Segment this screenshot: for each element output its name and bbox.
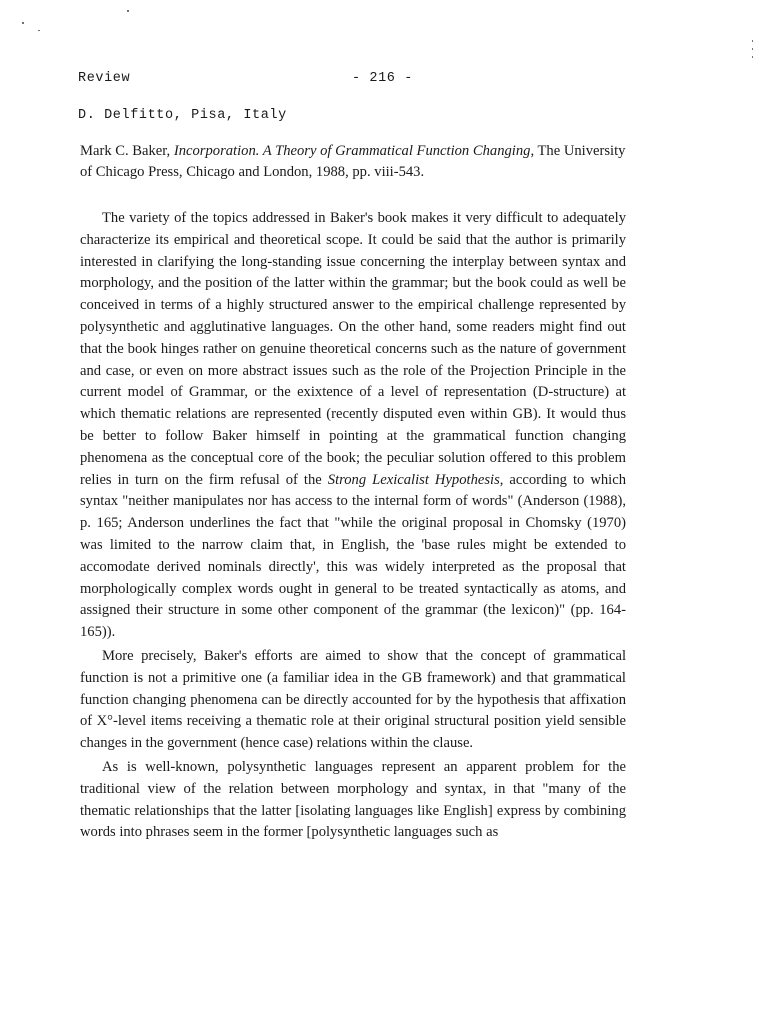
paragraph-1-emphasis: Strong Lexicalist Hypothesis [327,471,500,488]
paragraph-2: More precisely, Baker's efforts are aimed to show that the concept of grammatical function is not a primitive one (a familiar idea in the GB framework) and that grammatical function changing phenomena can be directly accounted for by the hypothesis that affixation of X°-level items receiving a thematic role at their original structural position yield sensible changes in the government (hence case) relations within the clause. [80,647,626,752]
citation-title: Incorporation. A Theory of Grammatical Function Changing [173,143,531,159]
book-citation [80,141,635,183]
scan-speck [22,22,24,24]
review-author: D. Delfitto, Pisa, Italy [78,108,287,123]
page-number: - 216 - [352,71,413,86]
review-body [80,208,626,844]
scan-speck [752,56,753,58]
paragraph-1-text-b: , according to which syntax "neither manipulates nor has access to the internal form of words" (Anderson (1988), p. 165; Anderson underlines the fact that "while the original proposal in Chomsky (1970) was limited to the narrow claim that, in English, the 'base rules might be extended to accomodate derived nominals directly', this was widely interpreted as the proposal that morphologically complex words ought in general to be treated syntactically as atoms, and assigned their structure in some other component of the grammar (the lexicon)" (pp. 164-165)). [80,471,626,641]
scan-speck [752,40,753,42]
scan-speck [127,10,129,12]
scan-speck [38,30,40,31]
citation-publisher: , The University of Chicago Press, Chicago and London, 1988, pp. viii-543. [80,143,626,180]
paragraph-1-text-a: The variety of the topics addressed in Baker's book makes it very difficult to adequately characterize its empirical and theoretical scope. It could be said that the author is primarily interested in clarifying the long-standing issue concerning the interplay between syntax and morphology, and the position of the latter within the grammar; but the book could as well be conceived in terms of a highly structured answer to the empirical challenge represented by polysynthetic and agglutinative languages. On the other hand, some readers might find out that the book hinges rather on genuine theoretical concerns such as the nature of government and case, or even on more abstract issues such as the role of the Projection Principle in the current model of Grammar, or the exixtence of a level of representation (D-structure) at which thematic relations are represented (recently disputed even within GB). It would thus be better to follow Baker himself in pointing at the grammatical function changing phenomena as the conceptual core of the book; the peculiar solution offered to this problem relies in turn on the firm refusal of the [80,210,626,488]
scan-speck [752,48,753,50]
paragraph-1 [80,208,626,644]
citation-author: Mark C. Baker, [80,143,174,159]
paragraph-3: As is well-known, polysynthetic languages represent an apparent problem for the traditional view of the relation between morphology and syntax, in that "many of the thematic relationships that the latter [isolating languages like English] express by combining words into phrases seem in the former [polysynthetic languages such as [80,758,626,841]
running-header-section: Review [78,71,131,86]
